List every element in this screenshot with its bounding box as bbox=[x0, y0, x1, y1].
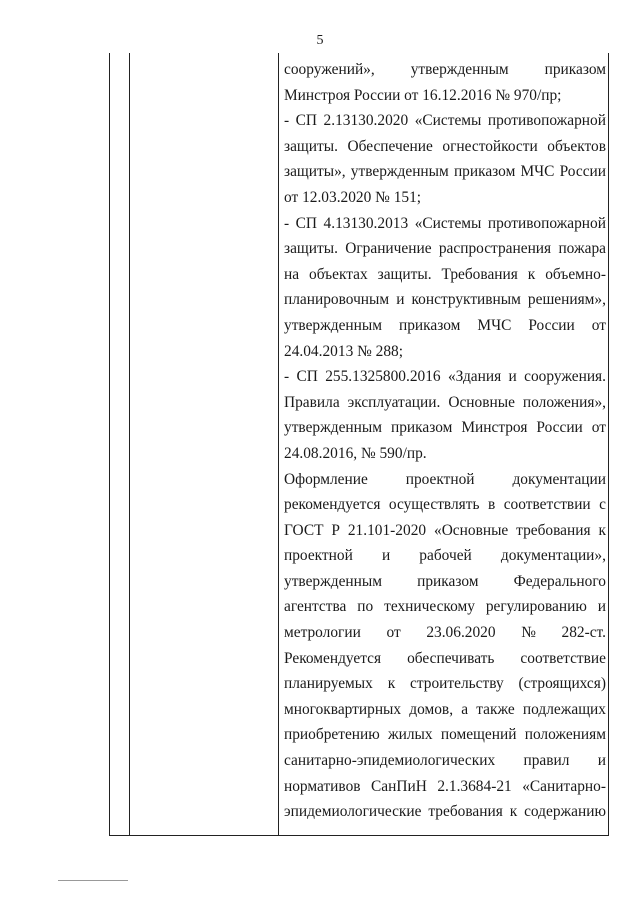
text-line: от 12.03.2020 № 151; bbox=[284, 188, 422, 206]
text-line: многоквартирных домов, а также подлежащих bbox=[284, 700, 606, 718]
text-line: - СП 255.1325800.2016 «Здания и сооружения. bbox=[284, 368, 606, 386]
footer-rule bbox=[58, 880, 128, 881]
text-line: сооружений», утвержденным приказом bbox=[284, 61, 606, 78]
text-line: проектной и рабочей документации», bbox=[284, 547, 606, 565]
text-line: утвержденным приказом МЧС России от bbox=[284, 316, 606, 334]
document-table bbox=[109, 53, 609, 836]
text-line: агентства по техническому регулированию и bbox=[284, 598, 606, 616]
text-line: 24.04.2013 № 288; bbox=[284, 342, 403, 360]
text-line: Правила эксплуатации. Основные положения», bbox=[284, 393, 606, 411]
text-line: на объектах защиты. Требования к объемно- bbox=[284, 265, 606, 283]
text-line: метрологии от 23.06.2020 № 282-ст. bbox=[284, 624, 606, 642]
text-line: планируемых к строительству (строящихся) bbox=[284, 675, 606, 693]
text-line: защиты», утвержденным приказом МЧС России bbox=[284, 163, 606, 181]
table-column-divider bbox=[278, 53, 279, 835]
text-line: приобретению жилых помещений положениям bbox=[284, 726, 606, 744]
text-line: утвержденным приказом Федерального bbox=[284, 572, 606, 590]
text-line: рекомендуется осуществлять в соответствии с bbox=[284, 496, 606, 514]
text-line: защиты. Ограничение распространения пожара bbox=[284, 240, 606, 258]
text-line: - СП 2.13130.2020 «Системы противопожарной bbox=[284, 112, 606, 130]
table-cell-text bbox=[284, 57, 606, 825]
text-line: санитарно-эпидемиологических правил и bbox=[284, 752, 606, 770]
text-line: Оформление проектной документации bbox=[284, 470, 606, 488]
text-line: нормативов СанПиН 2.1.3684-21 «Санитарно- bbox=[284, 777, 606, 795]
text-line: утвержденным приказом Минстроя России от bbox=[284, 419, 606, 437]
table-column-divider bbox=[129, 53, 130, 835]
text-line: планировочным и конструктивным решениям», bbox=[284, 291, 606, 309]
text-line: - СП 4.13130.2013 «Системы противопожарной bbox=[284, 214, 606, 232]
page-number: 5 bbox=[316, 33, 324, 48]
text-line: эпидемиологические требования к содержанию bbox=[284, 803, 606, 821]
text-line: защиты. Обеспечение огнестойкости объектов bbox=[284, 137, 606, 155]
text-line: 24.08.2016, № 590/пр. bbox=[284, 444, 427, 462]
text-line: ГОСТ Р 21.101-2020 «Основные требования к bbox=[284, 521, 606, 539]
text-line: Рекомендуется обеспечивать соответствие bbox=[284, 649, 606, 667]
text-line: Минстроя России от 16.12.2016 № 970/пр; bbox=[284, 86, 562, 104]
